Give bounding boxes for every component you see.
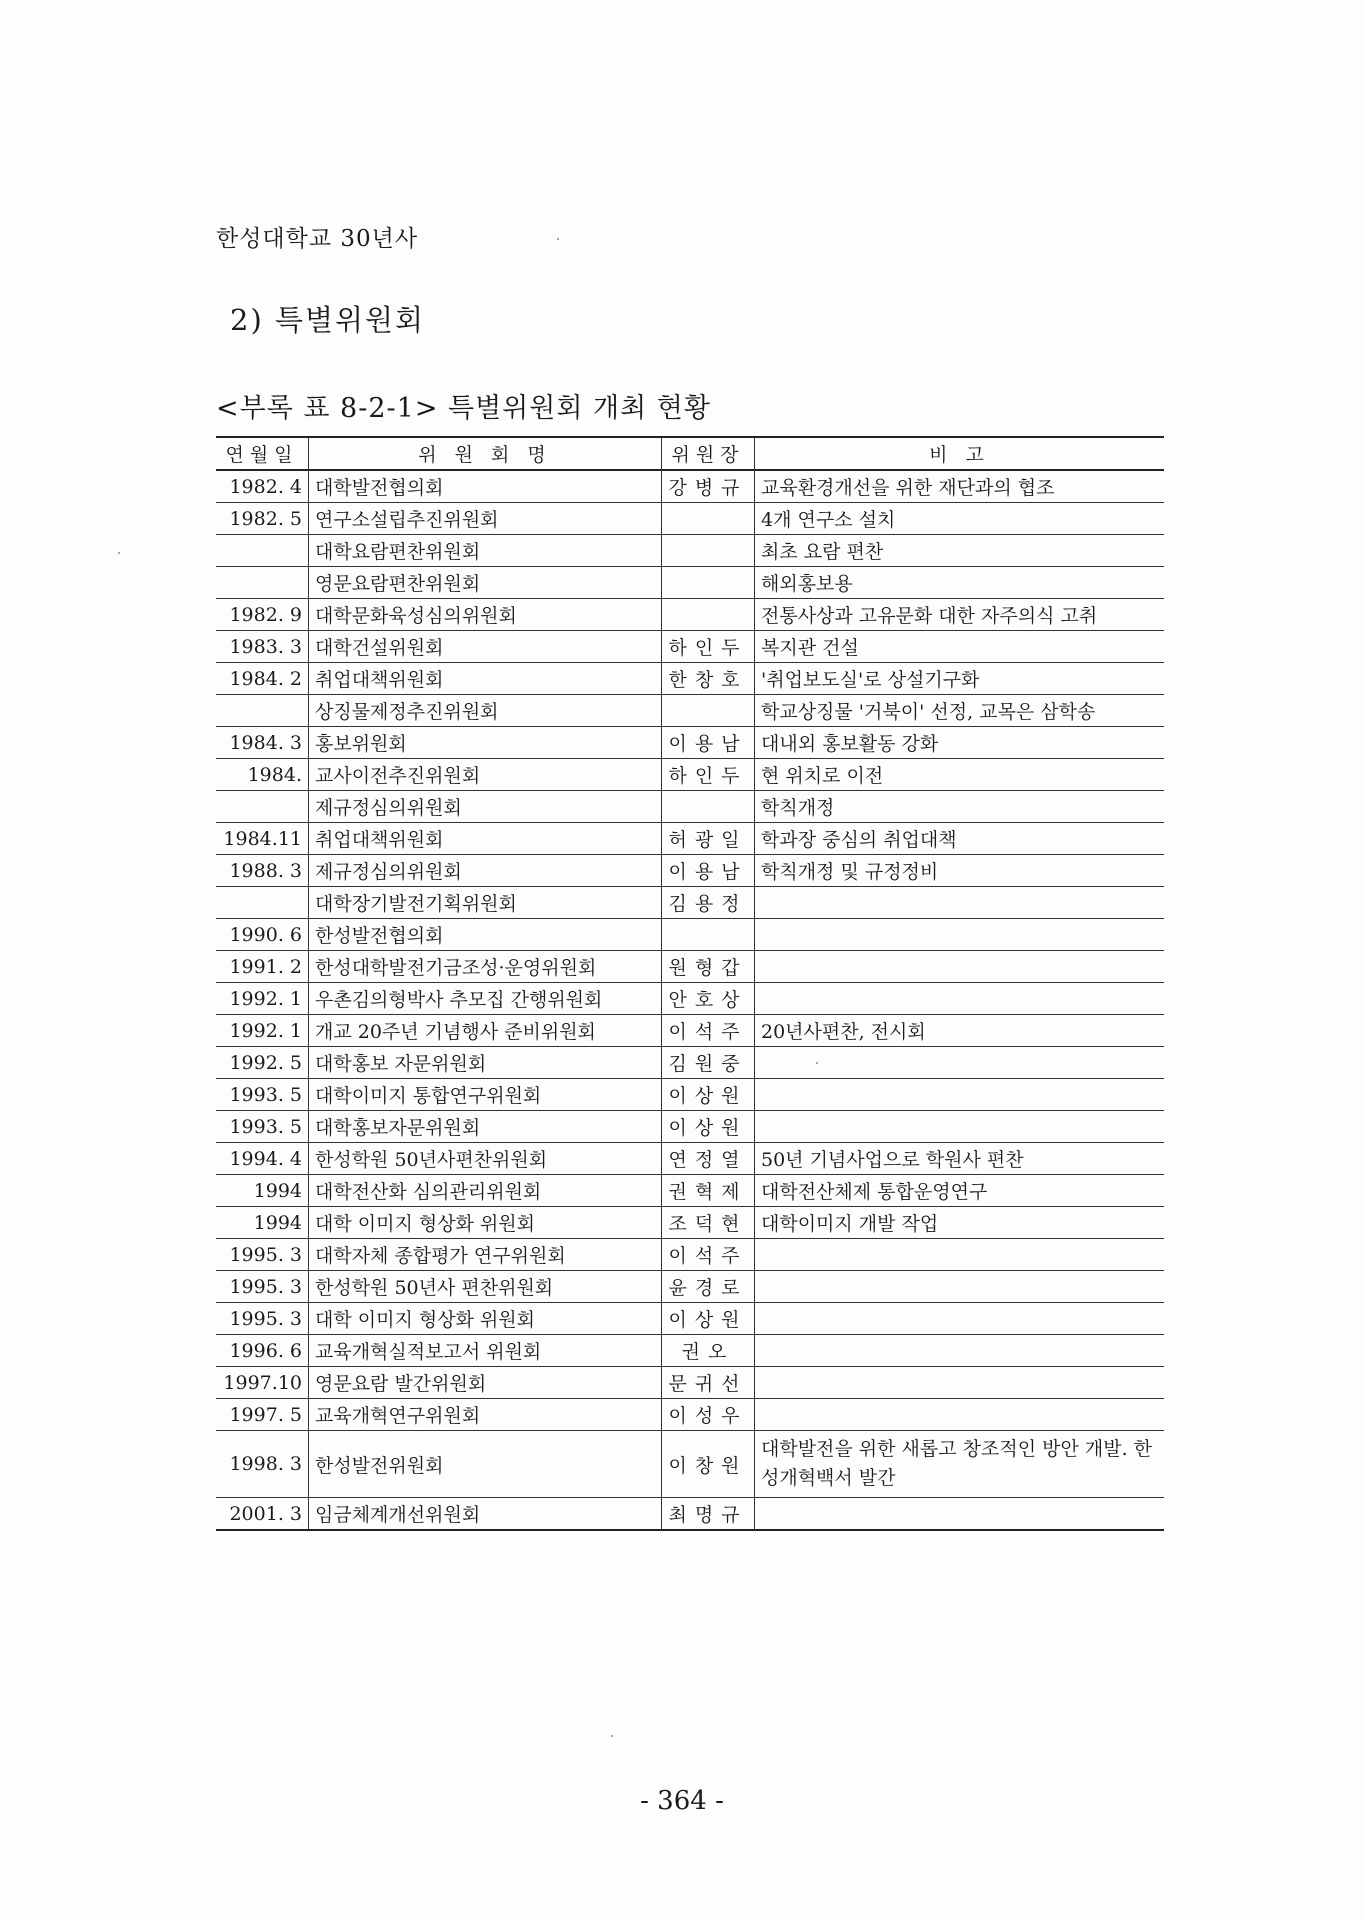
row-chair: 이상원 [662,1303,755,1335]
row-date: 1988. 3 [216,855,309,887]
table-row [216,1207,1164,1239]
table-row [216,1239,1164,1271]
row-note [755,919,1165,951]
row-chair: 김용정 [662,887,755,919]
row-date [216,791,309,823]
row-date: 1995. 3 [216,1303,309,1335]
table-row [216,1175,1164,1207]
row-committee-name: 한성발전협의회 [309,919,662,951]
row-chair: 이상원 [662,1079,755,1111]
row-chair: 이창원 [662,1431,755,1498]
table-row [216,855,1164,887]
table-row [216,470,1164,503]
row-note: 대학이미지 개발 작업 [755,1207,1165,1239]
row-note: 50년 기념사업으로 학원사 편찬 [755,1143,1165,1175]
row-committee-name: 한성학원 50년사 편찬위원회 [309,1271,662,1303]
table-row [216,1367,1164,1399]
row-chair [662,503,755,535]
row-date: 1984. [216,759,309,791]
row-date: 1984. 3 [216,727,309,759]
row-date: 1994 [216,1175,309,1207]
row-chair: 원형갑 [662,951,755,983]
row-chair: 이석주 [662,1239,755,1271]
row-note [755,1111,1165,1143]
row-note: 학칙개정 및 규정정비 [755,855,1165,887]
table-row [216,887,1164,919]
table-row [216,1498,1164,1531]
row-committee-name: 교육개혁연구위원회 [309,1399,662,1431]
row-committee-name: 한성대학발전기금조성·운영위원회 [309,951,662,983]
row-date: 1993. 5 [216,1111,309,1143]
row-date [216,695,309,727]
committee-table [216,436,1164,1531]
row-chair: 김원중 [662,1047,755,1079]
row-note [755,1335,1165,1367]
table-row [216,823,1164,855]
row-date [216,887,309,919]
row-committee-name: 임금체계개선위원회 [309,1498,662,1531]
table-row [216,983,1164,1015]
row-note: 학칙개정 [755,791,1165,823]
row-date: 1995. 3 [216,1271,309,1303]
table-row [216,919,1164,951]
row-note: 대학발전을 위한 새롭고 창조적인 방안 개발. 한성개혁백서 발간 [755,1431,1165,1498]
row-note: 대내외 홍보활동 강화 [755,727,1165,759]
row-date: 1997. 5 [216,1399,309,1431]
column-header-chair: 위원장 [662,437,755,470]
table-row [216,1111,1164,1143]
row-note: 해외홍보용 [755,567,1165,599]
row-committee-name: 대학이미지 통합연구위원회 [309,1079,662,1111]
row-date: 1982. 5 [216,503,309,535]
table-row [216,535,1164,567]
row-date: 1992. 5 [216,1047,309,1079]
row-committee-name: 홍보위원회 [309,727,662,759]
scan-speck [557,238,559,240]
scan-speck [118,552,120,554]
table-row [216,791,1164,823]
row-note [755,1399,1165,1431]
row-date [216,567,309,599]
row-date: 1990. 6 [216,919,309,951]
table-row [216,1047,1164,1079]
row-chair: 최명규 [662,1498,755,1531]
section-title: 2) 특별위원회 [230,303,426,337]
row-committee-name: 한성학원 50년사편찬위원회 [309,1143,662,1175]
table-row [216,503,1164,535]
row-date: 1995. 3 [216,1239,309,1271]
table-row [216,1271,1164,1303]
table-row [216,567,1164,599]
row-committee-name: 대학요람편찬위원회 [309,535,662,567]
row-chair: 이용남 [662,855,755,887]
row-committee-name: 대학건설위원회 [309,631,662,663]
row-chair: 허광일 [662,823,755,855]
row-committee-name: 대학홍보 자문위원회 [309,1047,662,1079]
row-note: 최초 요람 편찬 [755,535,1165,567]
scan-speck [816,1062,818,1064]
row-committee-name: 대학 이미지 형상화 위원회 [309,1207,662,1239]
row-note: 학교상징물 '거북이' 선정, 교목은 삼학송 [755,695,1165,727]
row-date: 1996. 6 [216,1335,309,1367]
row-note: 대학전산체제 통합운영연구 [755,1175,1165,1207]
row-committee-name: 제규정심의위원회 [309,855,662,887]
row-note [755,1271,1165,1303]
row-note [755,983,1165,1015]
row-date: 1983. 3 [216,631,309,663]
row-committee-name: 상징물제정추진위원회 [309,695,662,727]
table-row [216,1431,1164,1498]
table-row [216,1303,1164,1335]
row-chair: 이용남 [662,727,755,759]
row-committee-name: 교사이전추진위원회 [309,759,662,791]
row-chair [662,695,755,727]
table-row [216,1399,1164,1431]
row-note [755,1303,1165,1335]
row-note: 교육환경개선을 위한 재단과의 협조 [755,470,1165,503]
row-committee-name: 대학 이미지 형상화 위원회 [309,1303,662,1335]
row-chair: 연정열 [662,1143,755,1175]
row-date: 1984.11 [216,823,309,855]
row-note: 현 위치로 이전 [755,759,1165,791]
row-note: 4개 연구소 설치 [755,503,1165,535]
row-date: 1998. 3 [216,1431,309,1498]
row-note: 20년사편찬, 전시회 [755,1015,1165,1047]
row-committee-name: 연구소설립추진위원회 [309,503,662,535]
row-committee-name: 제규정심의위원회 [309,791,662,823]
row-committee-name: 취업대책위원회 [309,663,662,695]
row-date: 1992. 1 [216,1015,309,1047]
table-row [216,1079,1164,1111]
row-committee-name: 대학홍보자문위원회 [309,1111,662,1143]
row-committee-name: 우촌김의형박사 추모집 간행위원회 [309,983,662,1015]
row-chair [662,567,755,599]
page-number: - 364 - [640,1786,724,1816]
column-header-date: 연월일 [216,437,309,470]
row-committee-name: 대학장기발전기획위원회 [309,887,662,919]
row-chair: 권혁제 [662,1175,755,1207]
table-row [216,951,1164,983]
row-date: 1993. 5 [216,1079,309,1111]
row-date: 1994 [216,1207,309,1239]
row-note [755,887,1165,919]
row-note [755,1498,1165,1531]
row-chair: 윤경로 [662,1271,755,1303]
row-committee-name: 대학발전협의회 [309,470,662,503]
table-row [216,599,1164,631]
row-chair: 권오 [662,1335,755,1367]
row-date: 1997.10 [216,1367,309,1399]
row-note [755,1079,1165,1111]
row-chair: 이상원 [662,1111,755,1143]
running-header: 한성대학교 30년사 [216,226,419,252]
row-chair: 안호상 [662,983,755,1015]
row-note: 전통사상과 고유문화 대한 자주의식 고취 [755,599,1165,631]
row-chair: 문귀선 [662,1367,755,1399]
column-header-note: 비 고 [755,437,1165,470]
table-row [216,759,1164,791]
table-row [216,1143,1164,1175]
row-chair [662,919,755,951]
row-chair: 강병규 [662,470,755,503]
row-date: 1992. 1 [216,983,309,1015]
row-note: 복지관 건설 [755,631,1165,663]
row-note [755,1239,1165,1271]
row-chair [662,791,755,823]
scan-speck [611,1735,613,1737]
row-committee-name: 교육개혁실적보고서 위원회 [309,1335,662,1367]
row-committee-name: 한성발전위원회 [309,1431,662,1498]
table-header-row [216,437,1164,470]
table-row [216,631,1164,663]
row-chair: 한창호 [662,663,755,695]
row-committee-name: 영문요람편찬위원회 [309,567,662,599]
row-committee-name: 영문요람 발간위원회 [309,1367,662,1399]
table-row [216,727,1164,759]
table-caption: <부록 표 8-2-1> 특별위원회 개최 현황 [216,393,711,424]
table-row [216,695,1164,727]
row-chair: 하인두 [662,631,755,663]
row-date [216,535,309,567]
row-committee-name: 대학문화육성심의위원회 [309,599,662,631]
table-row [216,663,1164,695]
row-note: '취업보도실'로 상설기구화 [755,663,1165,695]
row-committee-name: 대학자체 종합평가 연구위원회 [309,1239,662,1271]
row-date: 2001. 3 [216,1498,309,1531]
row-date: 1982. 9 [216,599,309,631]
table-row [216,1335,1164,1367]
row-chair: 조덕현 [662,1207,755,1239]
row-note [755,1367,1165,1399]
row-chair: 이성우 [662,1399,755,1431]
row-chair: 하인두 [662,759,755,791]
row-committee-name: 대학전산화 심의관리위원회 [309,1175,662,1207]
row-chair: 이석주 [662,1015,755,1047]
column-header-name: 위 원 회 명 [309,437,662,470]
row-note: 학과장 중심의 취업대책 [755,823,1165,855]
row-note [755,951,1165,983]
row-committee-name: 개교 20주년 기념행사 준비위원회 [309,1015,662,1047]
row-date: 1994. 4 [216,1143,309,1175]
row-date: 1984. 2 [216,663,309,695]
row-date: 1991. 2 [216,951,309,983]
table-row [216,1015,1164,1047]
row-chair [662,535,755,567]
row-date: 1982. 4 [216,470,309,503]
row-chair [662,599,755,631]
row-committee-name: 취업대책위원회 [309,823,662,855]
